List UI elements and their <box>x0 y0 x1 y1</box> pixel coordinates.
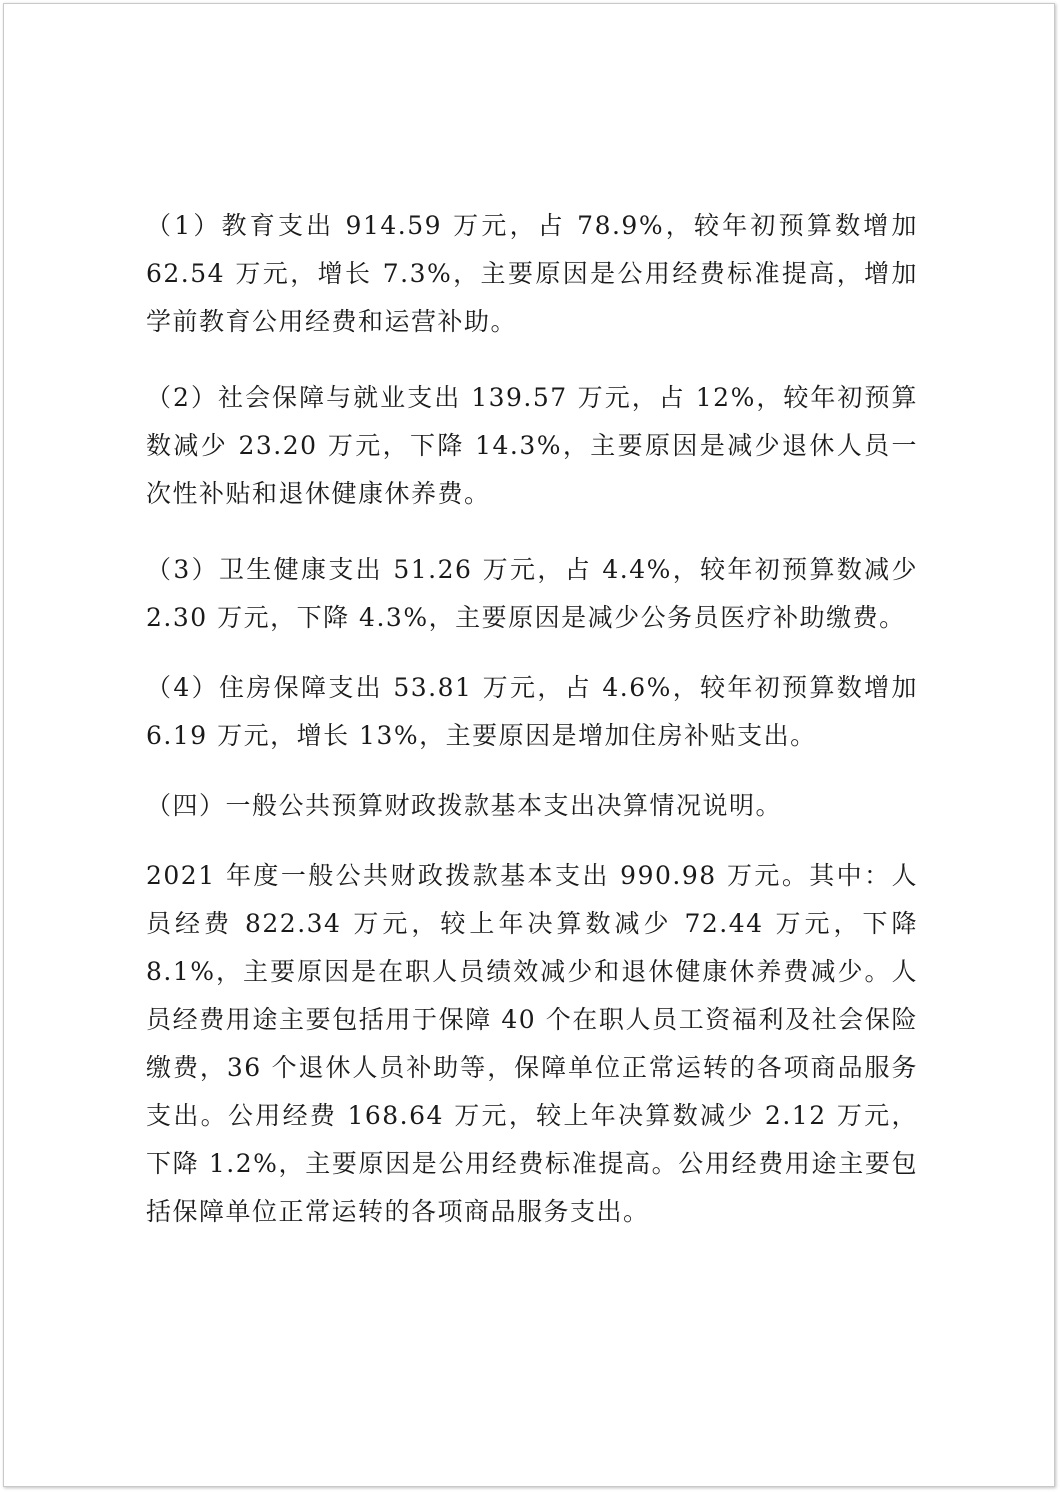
paragraph-housing-expenditure: （4）住房保障支出 53.81 万元，占 4.6%，较年初预算数增加 6.19 万元，增长 13%，主要原因是增加住房补贴支出。 <box>146 673 918 750</box>
paragraph-basic-expenditure: 2021 年度一般公共财政拨款基本支出 990.98 万元。其中：人员经费 822.34 万元，较上年决算数减少 72.44 万元，下降 8.1%，主要原因是在职人员绩效减少和退休健康休养费减少。人员经费用途主要包括用于保障 40 个在职人员工资福利及社会保险缴费，36 个退休人员补助等，保障单位正常运转的各项商品服务支出。公用经费 168.64 万元，较上年决算数减少 2.12 万元，下降 1.2%，主要原因是公用经费标准提高。公用经费用途主要包括保障单位正常运转的各项商品服务支出。 <box>146 861 918 1226</box>
document-page <box>3 3 1055 1487</box>
paragraph-social-security-expenditure: （2）社会保障与就业支出 139.57 万元，占 12%，较年初预算数减少 23.20 万元，下降 14.3%，主要原因是减少退休人员一次性补贴和退休健康休养费。 <box>146 383 918 508</box>
paragraph-education-expenditure: （1）教育支出 914.59 万元，占 78.9%，较年初预算数增加 62.54 万元，增长 7.3%，主要原因是公用经费标准提高，增加学前教育公用经费和运营补助。 <box>146 211 918 336</box>
section-heading: （四）一般公共预算财政拨款基本支出决算情况说明。 <box>146 791 783 820</box>
page-content <box>146 202 918 1236</box>
paragraph-health-expenditure: （3）卫生健康支出 51.26 万元，占 4.4%，较年初预算数减少 2.30 万元，下降 4.3%，主要原因是减少公务员医疗补助缴费。 <box>146 555 918 632</box>
